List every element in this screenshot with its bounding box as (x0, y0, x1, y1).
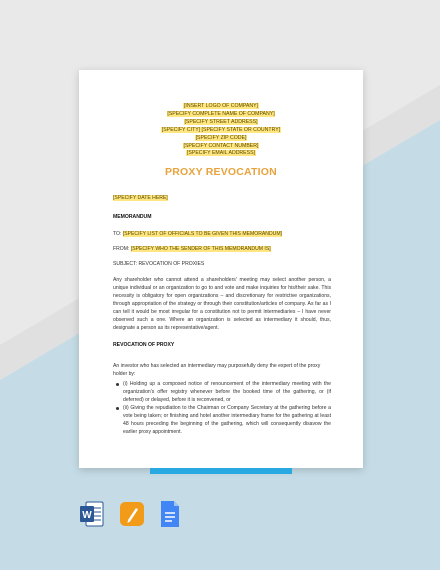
header-line-contact: [SPECIFY CONTACT NUMBER] (183, 142, 259, 149)
svg-text:W: W (82, 510, 92, 521)
header-line-email: [SPECIFY EMAIL ADDRESS] (186, 150, 256, 157)
bullet-item-2: (ii) Giving the repudiation to the Chairman or Company Secretary at the gathering before a vote being taken; or finishing and hotel another intermediary frame for the gathering at least 48 hours preceding the beginning of the gathering, which will consequently disavow the earlier proxy appointment. (123, 405, 331, 435)
from-value: [SPECIFY WHO THE SENDER OF THIS MEMORANDUM IS] (130, 246, 271, 252)
bullet-item-1: (i) Holding up a composed notice of renouncement of the intermediary meeting with the organization's offer registry whenever before the booked time of the gathering, or (if deferred) or delayed, before it is reconvened, or (123, 381, 331, 403)
date-placeholder: [SPECIFY DATE HERE] (113, 195, 168, 201)
company-header-block (79, 103, 363, 158)
pages-icon[interactable] (120, 500, 144, 528)
bullet-marker (116, 407, 119, 410)
header-line-logo: [INSERT LOGO OF COMPANY] (183, 103, 259, 109)
section-intro: An investor who has selected an intermediary may purposefully deny the expert of the proxy holder by: (113, 363, 321, 377)
subject-line: SUBJECT: REVOCATION OF PROXIES (113, 261, 205, 267)
intro-paragraph: Any shareholder who cannot attend a shareholders' meeting may select another person, a unique individual or an organization to go to and vote and make inquiries for his/their sake. This necessity is obligatory for open organizations – and discretionary for restrictive organizations, through appropriation of the strategy or through their constitution/articles of company. As far as I can tell it would be most irregular for a constitution not to permit intermediaries – I have never observed such a one. Where an organization is selected as intermediary it should, thus, designate a person as its representative/agent. (113, 277, 331, 331)
from-line (113, 245, 331, 253)
memorandum-heading: MEMORANDUM (113, 214, 152, 220)
header-line-street: [SPECIFY STREET ADDRESS] (184, 118, 258, 125)
document-title: PROXY REVOCATION (165, 166, 277, 178)
to-value: [SPECIFY LIST OF OFFICIALS TO BE GIVEN THIS MEMORANDUM] (122, 231, 282, 237)
bullet-marker (116, 383, 119, 386)
from-label: FROM: (113, 246, 131, 252)
to-label: TO: (113, 231, 123, 237)
header-line-company-name: [SPECIFY COMPLETE NAME OF COMPANY] (167, 110, 275, 117)
document-page (79, 70, 363, 468)
section-heading: REVOCATION OF PROXY (113, 342, 175, 348)
word-icon[interactable] (80, 500, 104, 528)
header-line-city-state: [SPECIFY CITY] [SPECIFY STATE OR COUNTRY] (161, 126, 281, 133)
to-line (113, 230, 331, 238)
google-docs-icon[interactable] (158, 500, 182, 528)
header-line-zip: [SPECIFY ZIP CODE] (195, 134, 247, 141)
document-accent-bar (150, 468, 292, 474)
